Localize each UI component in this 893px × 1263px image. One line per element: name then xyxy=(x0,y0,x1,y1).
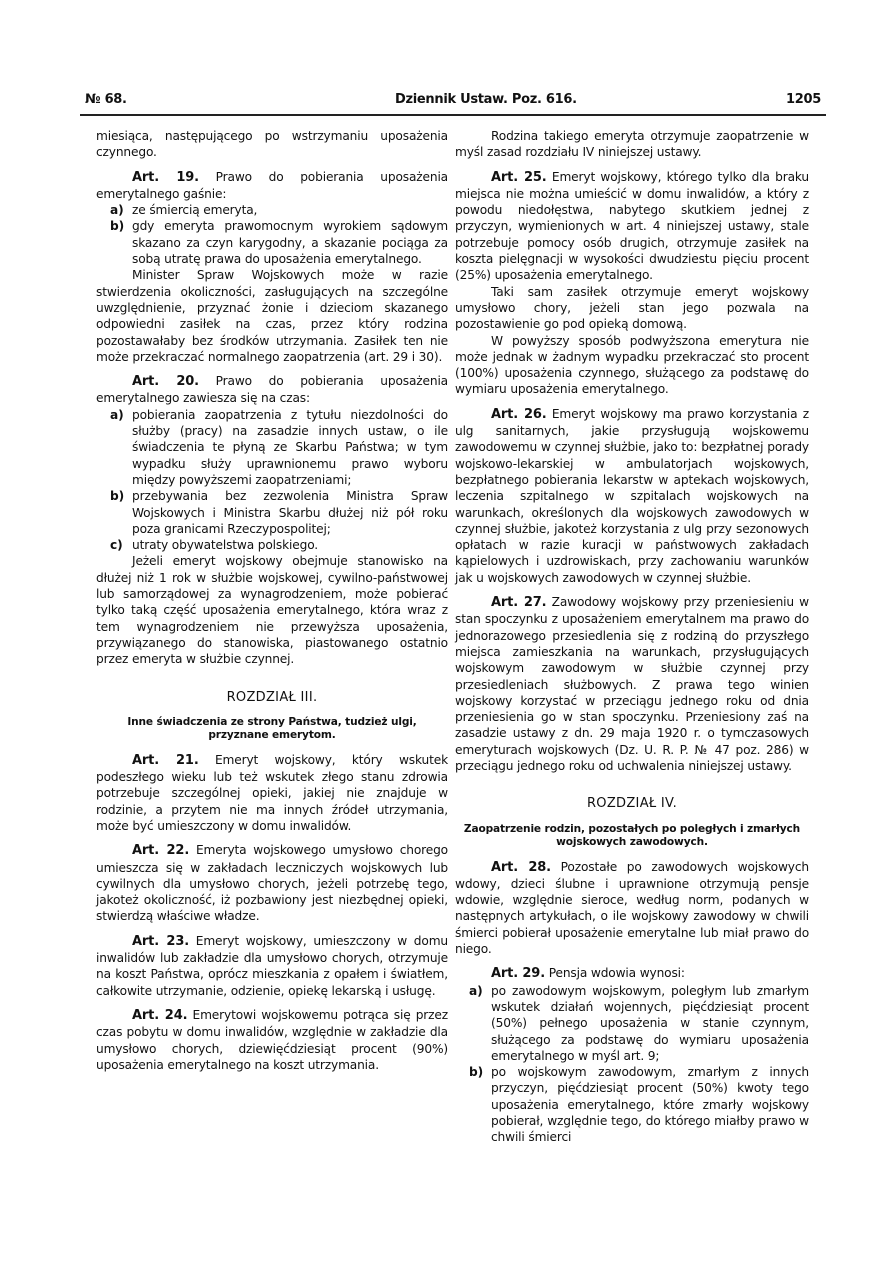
article-text: Emerytowi wojskowemu potrąca się przez czas pobytu w domu inwalidów, względnie w zakładzie dla umysłowo chorych, dziewięćdziesiąt procent (90%) uposażenia emerytalnego na koszt utrzymania. xyxy=(96,1007,449,1072)
article-label: Art. 24. xyxy=(132,1007,188,1023)
list-item-text: pobierania zaopatrzenia z tytułu niezdolności do służby (pracy) na zasadzie innych ustaw, o ile świadczenia te płyną ze Skarbu Państwa; w tym wypadku służy uprawnionemu prawo wyboru między powyższemi zaopatrzeniami; xyxy=(132,407,448,487)
article-paragraph: Taki sam zasiłek otrzymuje emeryt wojskowy umysłowo chory, jeżeli stan jego pozwala na pozostawienie go pod opieką domową. xyxy=(455,284,809,332)
list-item-text: po zawodowym wojskowym, poległym lub zmarłym wskutek działań wojennych, pięćdziesiąt procent (50%) pełnego uposażenia w stanie czynnym, służącego za podstawę do wymiaru uposażenia emerytalnego w myśl art. 9; xyxy=(491,983,809,1063)
continued-paragraph: Rodzina takiego emeryta otrzymuje zaopatrzenie w myśl zasad rozdziału IV niniejszej ustawy. xyxy=(455,129,809,160)
article-25 xyxy=(455,169,809,398)
article-26 xyxy=(455,406,809,586)
issue-number: № 68. xyxy=(85,92,127,107)
list-item xyxy=(469,1064,809,1145)
article-label: Art. 26. xyxy=(491,406,547,422)
page-number: 1205 xyxy=(786,92,821,107)
article-text: Emeryt wojskowy ma prawo korzystania z ulg sanitarnych, jakie przysługują wojskowemu zawodowemu w czynnej służbie, jako to: bezpłatnej porady wojskowo-lekarskiej w ambulatorjach wojskowych, bezpłatnego pobierania lekarstw w aptekach wojskowych, leczenia szpitalnego w szpitalach wojskowych na warunkach, określonych dla wojskowych zawodowych w czynnej służbie, jakoteż korzystania z ulg przy sezonowych opłatach w razie kuracji w państwowych zakładach kąpielowych i uzdrowiskach, przy zachowaniu warunków jak u wojskowych zawodowych w czynnej służbie. xyxy=(455,406,810,585)
list-item xyxy=(110,537,448,553)
chapter-title: ROZDZIAŁ III. xyxy=(226,689,318,705)
article-list xyxy=(455,983,809,1146)
article-text: Prawo do pobierania uposażenia emerytalnego gaśnie: xyxy=(96,169,448,201)
list-item xyxy=(469,983,809,1064)
article-paragraph: Jeżeli emeryt wojskowy obejmuje stanowisko na dłużej niż 1 rok w służbie wojskowej, cywilno-państwowej lub samorządowej za wynagrodzeniem, może pobierać tylko taką część uposażenia emerytalnego, która wraz z tem wynagrodzeniem nie przewyższa uposażenia, przywiązanego do stanowiska, piastowanego ostatnio przez emeryta w służbie czynnej. xyxy=(96,554,448,667)
article-text: Zawodowy wojskowy przy przeniesieniu w stan spoczynku z uposażeniem emerytalnem ma prawo do jednorazowego przesiedlenia się z rodziną do przyszłego miejsca zamieszkania na warunkach, przysługujących wojskowym zawodowym w służbie czynnej przy przesiedleniach służbowych. Z prawa tego winien wojskowy korzystać w przeciągu jednego roku od dnia przeniesienia go w stan spoczynku. Przeniesiony zaś na zasadzie ustawy z dn. 29 maja 1920 r. o tymczasowych emeryturach wojskowych (Dz. U. R. P. № 47 poz. 286) w przeciągu jednego roku od uchwalenia niniejszej ustawy. xyxy=(455,595,809,773)
article-text: Emeryt wojskowy, umieszczony w domu inwalidów lub zakładzie dla umysłowo chorych, otrzymuje na koszt Państwa, oprócz mieszkania z opałem i światłem, całkowite utrzymanie, odzienie, opiekę lekarską i usługę. xyxy=(96,933,448,998)
list-marker: a) xyxy=(110,203,124,218)
list-item xyxy=(110,488,448,537)
journal-title: Dziennik Ustaw. Poz. 616. xyxy=(395,92,577,107)
article-paragraph: W powyższy sposób podwyższona emerytura nie może jednak w żadnym wypadku przekraczać sto procent (100%) uposażenia czynnego, służącego za podstawę do wymiaru uposażenia emerytalnego. xyxy=(455,333,809,397)
list-marker: a) xyxy=(110,407,124,422)
list-item-text: utraty obywatelstwa polskiego. xyxy=(132,538,319,553)
article-label: Art. 22. xyxy=(132,843,190,859)
chapter-subtitle: Zaopatrzenie rodzin, pozostałych po poległych i zmarłych wojskowych zawodowych. xyxy=(463,822,801,848)
article-text: Emeryt wojskowy, który wskutek podeszłego wieku lub też wskutek złego stanu zdrowia potrzebuje szczególnej opieki, jakiej nie znajduje w rodzinie, a przytem nie ma innych źródeł utrzymania, może być umieszczony w domu inwalidów. xyxy=(96,752,448,833)
article-23 xyxy=(96,933,448,999)
list-item-text: gdy emeryta prawomocnym wyrokiem sądowym skazano za czyn karygodny, a skazanie pociąga za sobą utratę prawa do uposażenia emerytalnego. xyxy=(132,219,448,267)
article-label: Art. 29. xyxy=(491,966,545,982)
header-rule xyxy=(80,114,826,116)
article-label: Art. 20. xyxy=(132,374,199,390)
chapter-subtitle: Inne świadczenia ze strony Państwa, tudzież ulgi, przyznane emerytom. xyxy=(127,715,417,741)
article-label: Art. 28. xyxy=(491,859,551,875)
article-label: Art. 27. xyxy=(491,595,547,611)
list-marker: b) xyxy=(110,489,124,504)
page-header xyxy=(85,88,823,112)
article-27 xyxy=(455,594,809,774)
list-item-text: ze śmiercią emeryta, xyxy=(132,203,258,218)
article-list xyxy=(96,202,448,267)
continued-paragraph: miesiąca, następującego po wstrzymaniu uposażenia czynnego. xyxy=(96,129,448,160)
article-24 xyxy=(96,1007,448,1073)
article-paragraph: Minister Spraw Wojskowych może w razie stwierdzenia okoliczności, zasługujących na szczególne uwzględnienie, przyznać żonie i dzieciom skazanego odpowiedni zasiłek na czas, przez który rodzina pozostawałaby bez środków utrzymania. Zasiłek ten nie może przekraczać normalnego zaopatrzenia (art. 29 i 30). xyxy=(96,268,448,364)
article-label: Art. 25. xyxy=(491,169,547,185)
list-marker: b) xyxy=(110,219,124,234)
article-text: Emeryt wojskowy, którego tylko dla braku miejsca nie można umieścić w domu inwalidów, a który z powodu niedołęstwa, nabytego skutkiem jednej z przyczyn, wymienionych w art. 4 niniejszej ustawy, stale potrzebuje pomocy osób drugich, otrzymuje zasiłek na koszta pielęgnacji w wysokości dwudziestu pięciu procent (25%) uposażenia emerytalnego. xyxy=(455,169,809,283)
article-text: Pensja wdowia wynosi: xyxy=(548,966,685,981)
article-label: Art. 23. xyxy=(132,933,190,949)
list-marker: b) xyxy=(469,1065,483,1080)
article-20 xyxy=(96,373,448,667)
chapter-title: ROZDZIAŁ IV. xyxy=(586,796,678,812)
article-22 xyxy=(96,842,448,924)
article-19 xyxy=(96,169,448,366)
article-label: Art. 21. xyxy=(132,752,199,768)
article-21 xyxy=(96,752,448,834)
article-text: Prawo do pobierania uposażenia emerytalnego zawiesza się na czas: xyxy=(96,374,448,406)
list-item xyxy=(110,218,448,267)
article-28 xyxy=(455,859,809,958)
article-29 xyxy=(455,965,809,1145)
list-item xyxy=(110,202,448,218)
list-item-text: po wojskowym zawodowym, zmarłym z innych przyczyn, pięćdziesiąt procent (50%) kwoty tego uposażenia emerytalnego, które zmarły wojskowy pobierał, względnie tego, do którego miałby prawo w chwili śmierci xyxy=(491,1065,809,1145)
article-text: Pozostałe po zawodowych wojskowych wdowy, dzieci ślubne i uprawnione otrzymują pensje wdowie, względnie sieroce, według norm, podanych w następnych artykułach, o ile wojskowy zawodowy w chwili śmierci pobierał uposażenie emerytalne lub miał prawo do niego. xyxy=(455,859,809,957)
list-item-text: przebywania bez zezwolenia Ministra Spraw Wojskowych i Ministra Skarbu dłużej niż pół roku poza granicami Rzeczypospolitej; xyxy=(132,489,448,536)
list-marker: a) xyxy=(469,983,483,998)
right-column xyxy=(455,128,809,1146)
article-label: Art. 19. xyxy=(132,169,199,185)
list-marker: c) xyxy=(110,538,123,553)
list-item xyxy=(110,407,448,488)
article-text: Emeryta wojskowego umysłowo chorego umieszcza się w zakładach leczniczych wojskowych lub cywilnych dla umysłowo chorych, jeżeli potrzebę tego, jakoteż okoliczność, iż pozbawiony jest niezbędnej opieki, stwierdzą właściwe władze. xyxy=(96,843,448,924)
left-column xyxy=(96,128,448,1073)
article-list xyxy=(96,407,448,554)
